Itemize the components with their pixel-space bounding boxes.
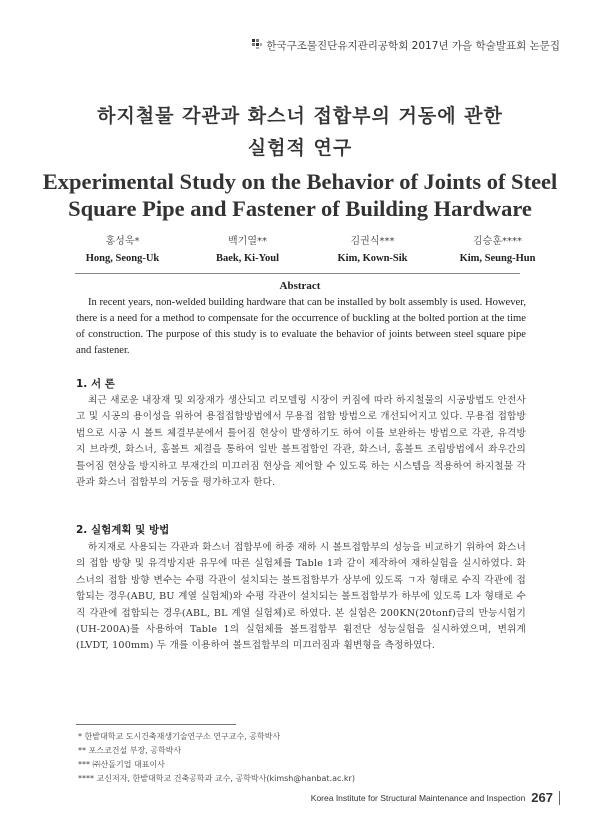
- author: [185, 233, 310, 267]
- section-body-introduction: 최근 새로운 내장재 및 외장재가 생산되고 리모델링 시장이 커짐에 따라 하지철물의 시공방법도 안전사고 및 시공의 용이성을 위하여 용접접합방법에서 무용접 접합 방법으로 개선되어지고 있다. 무용접 접합방법으로 시공 시 볼트 체결부분에서 틀어짐 현상이 발생하기도 하여 이를 보완하는 방법으로 각관, 유격방지 브라켓, 화스너, 홈볼트 체결을 통하여 일반 볼트접합인 각관, 화스너, 홈볼트 조립방법에서 좌우간의 틀어짐 현상을 방지하고 부재간의 미끄러짐 현상을 제어할 수 있도록 하는 시스템을 적용하여 하지철물 각관과 화스너 접합부의 거동을 평가하고자 한다.: [76, 395, 526, 489]
- footer-bar: [559, 791, 560, 805]
- abstract-text: In recent years, non-welded building hardware that can be installed by bolt assembly is used. However, there is a need for a method to compensate for the occurrence of buckling at the bolted portion at the time of construction. The purpose of this study is to evaluate the behavior of joints between steel square pipe and fastener.: [76, 297, 526, 356]
- section-heading-introduction: 1. 서 론: [76, 378, 115, 390]
- author-name-en: Hong, Seong-Uk: [85, 253, 160, 264]
- english-title: [0, 168, 600, 222]
- divider: [75, 273, 520, 274]
- footnote-divider: [76, 724, 236, 725]
- journal-header: [252, 38, 560, 53]
- author-name-en: Baek, Ki-Youl: [215, 253, 279, 264]
- journal-name: 한국구조물진단유지관리공학회 2017년 가을 학술발표회 논문집: [266, 40, 560, 52]
- english-title-line1: Experimental Study on the Behavior of Joints of Steel: [42, 169, 558, 194]
- korean-title-line1: 하지철물 각관과 화스너 접합부의 거동에 관한: [97, 105, 503, 127]
- author-name-en: Kim, Kown-Sik: [337, 253, 408, 264]
- footnotes: [78, 730, 355, 786]
- page-number: 267: [531, 790, 553, 805]
- abstract-heading: Abstract: [279, 280, 321, 292]
- author-name-ko: 김권식***: [350, 236, 395, 247]
- author: [435, 233, 560, 267]
- section-heading-method: 2. 실험계획 및 방법: [76, 524, 170, 536]
- korean-title: [0, 100, 600, 164]
- author-name-en: Kim, Seung-Hun: [459, 253, 536, 264]
- author: [310, 233, 435, 267]
- author-name-ko: 백기열**: [228, 236, 267, 247]
- author-list: [60, 233, 560, 267]
- author: [60, 233, 185, 267]
- section-body-method: 하지재로 사용되는 각관과 화스너 접합부에 하중 재하 시 볼트접합부의 성능을 비교하기 위하여 화스너의 접합 방향 및 유격방지판 유무에 따른 실험체를 Table 1과 같이 제작하여 재하실험을 실시하였다. 화스너의 접합 방향 변수는 수평 각관이 설치되는 볼트접합부가 상부에 있도록 ㄱ자 형태로 수직 각관에 접합되는 경우(ABU, BU 계열 실험체)와 수평 각관이 설치되는 볼트접합부가 하부에 있도록 L자 형태로 수직 각관에 접합되는 경우(ABL, BL 계열 실험체)로 하였다. 본 실험은 200KN(20tonf)급의 만능시험기 (UH-200A)를 사용하여 Table 1의 실험체를 볼트접합부 휨전단 성능실험을 실시하였으며, 변위계(LVDT, 100mm) 두 개를 이용하여 볼트접합부의 미끄러짐과 휨변형을 측정하였다.: [76, 542, 526, 652]
- english-title-line2: Square Pipe and Fastener of Building Hardware: [68, 196, 532, 221]
- korean-title-line2: 실험적 연구: [247, 137, 353, 159]
- footnote: **** 교신저자, 한밭대학교 건축공학과 교수, 공학박사(kimsh@hanbat.ac.kr): [78, 774, 355, 783]
- grid-dots-icon: [252, 39, 262, 52]
- footer-organization: Korea Institute for Structural Maintenance and Inspection: [310, 792, 526, 803]
- author-name-ko: 홍성욱*: [105, 236, 140, 247]
- footnote: *** ㈜산돌기업 대표이사: [78, 760, 165, 769]
- footnote: ** 포스코건설 부장, 공학박사: [78, 746, 182, 755]
- author-name-ko: 김승훈****: [473, 236, 522, 247]
- page-footer: [311, 790, 560, 805]
- footnote: * 한밭대학교 도시건축재생기술연구소 연구교수, 공학박사: [78, 732, 281, 741]
